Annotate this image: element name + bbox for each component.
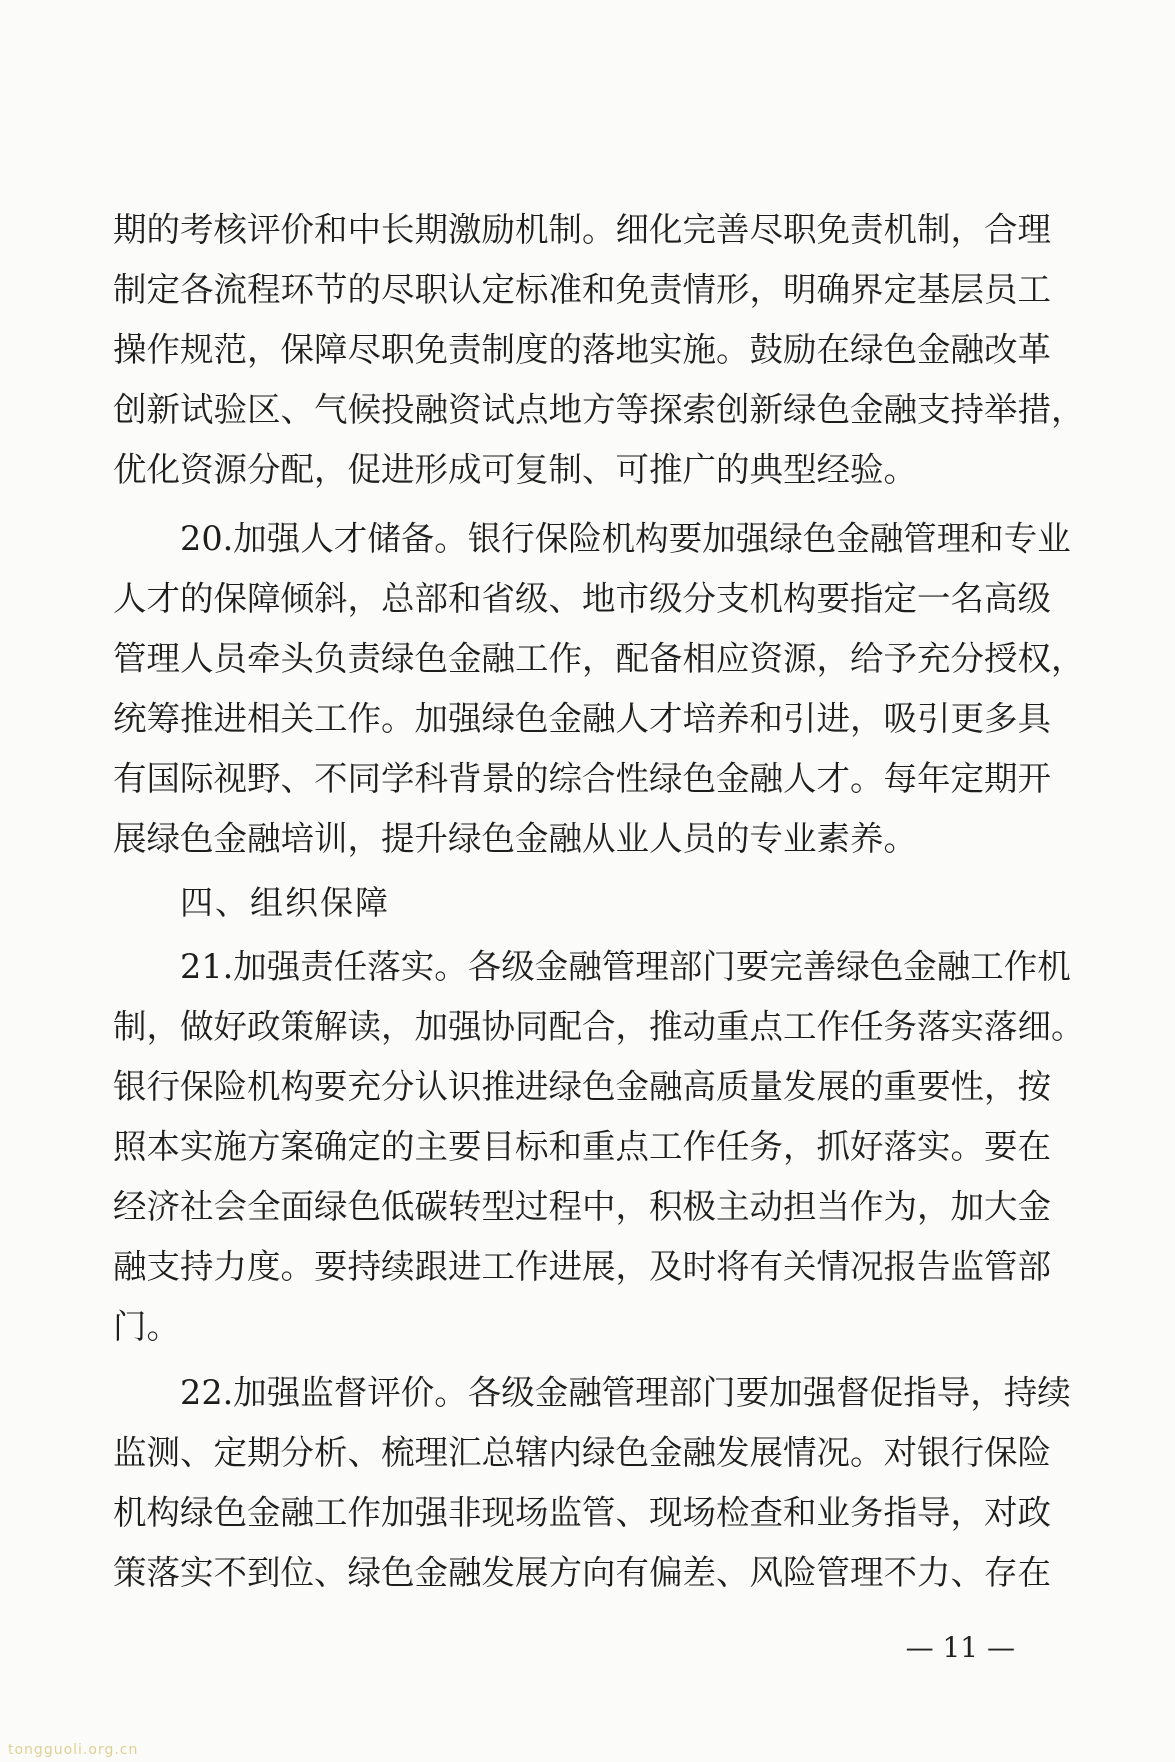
- text-line: 照本实施方案确定的主要目标和重点工作任务，抓好落实。要在: [113, 1127, 1051, 1166]
- text-line: 管理人员牵头负责绿色金融工作，配备相应资源，给予充分授权，: [113, 639, 1085, 678]
- text-line: 有国际视野、不同学科背景的综合性绿色金融人才。每年定期开: [113, 759, 1051, 798]
- text-line: 制，做好政策解读，加强协同配合，推动重点工作任务落实落细。: [113, 1007, 1085, 1046]
- text-line: 22.加强监督评价。各级金融管理部门要加强督促指导，持续: [180, 1373, 1071, 1412]
- text-line: 创新试验区、气候投融资试点地方等探索创新绿色金融支持举措，: [113, 390, 1085, 429]
- text-line: 优化资源分配，促进形成可复制、可推广的典型经验。: [113, 450, 917, 489]
- text-line: 操作规范，保障尽职免责制度的落地实施。鼓励在绿色金融改革: [113, 330, 1051, 369]
- section-heading: 四、组织保障: [180, 883, 390, 922]
- text-line: 展绿色金融培训，提升绿色金融从业人员的专业素养。: [113, 819, 917, 858]
- text-line: 机构绿色金融工作加强非现场监管、现场检查和业务指导，对政: [113, 1493, 1051, 1532]
- text-line: 统筹推进相关工作。加强绿色金融人才培养和引进，吸引更多具: [113, 699, 1051, 738]
- text-line: 监测、定期分析、梳理汇总辖内绿色金融发展情况。对银行保险: [113, 1433, 1051, 1472]
- page-number: — 11 —: [905, 1631, 1015, 1664]
- text-line: 20.加强人才储备。银行保险机构要加强绿色金融管理和专业: [180, 519, 1071, 558]
- text-line: 人才的保障倾斜，总部和省级、地市级分支机构要指定一名高级: [113, 579, 1051, 618]
- text-line: 经济社会全面绿色低碳转型过程中，积极主动担当作为，加大金: [113, 1187, 1051, 1226]
- watermark: tongguoli.org.cn: [8, 1742, 139, 1758]
- text-line: 门。: [113, 1307, 180, 1346]
- text-line: 策落实不到位、绿色金融发展方向有偏差、风险管理不力、存在: [113, 1553, 1051, 1592]
- text-line: 21.加强责任落实。各级金融管理部门要完善绿色金融工作机: [180, 947, 1071, 986]
- text-line: 银行保险机构要充分认识推进绿色金融高质量发展的重要性，按: [113, 1067, 1051, 1106]
- text-line: 期的考核评价和中长期激励机制。细化完善尽职免责机制，合理: [113, 210, 1051, 249]
- text-line: 制定各流程环节的尽职认定标准和免责情形，明确界定基层员工: [113, 270, 1051, 309]
- text-line: 融支持力度。要持续跟进工作进展，及时将有关情况报告监管部: [113, 1247, 1051, 1286]
